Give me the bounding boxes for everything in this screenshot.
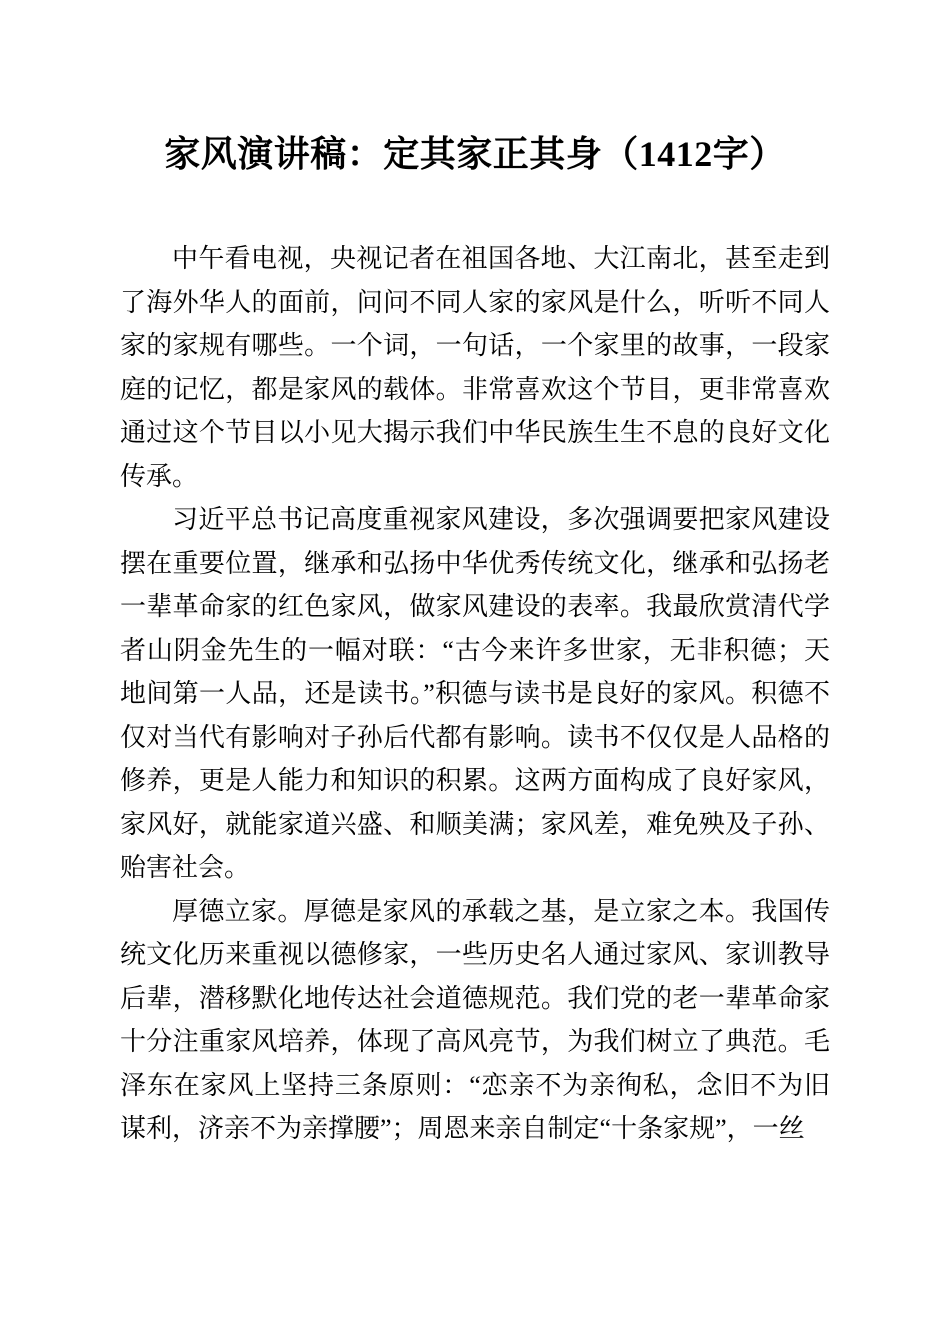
document-title: 家风演讲稿：定其家正其身（1412字） [164, 134, 786, 174]
document-body [120, 237, 830, 1151]
paragraph: 习近平总书记高度重视家风建设，多次强调要把家风建设摆在重要位置，继承和弘扬中华优秀传统文化，继承和弘扬老一辈革命家的红色家风，做家风建设的表率。我最欣赏清代学者山阴金先生的一幅对联：“古今来许多世家，无非积德；天地间第一人品，还是读书。”积德与读书是良好的家风。积德不仅对当代有影响对子孙后代都有影响。读书不仅仅是人品格的修养，更是人能力和知识的积累。这两方面构成了良好家风，家风好，就能家道兴盛、和顺美满；家风差，难免殃及子孙、贻害社会。 [120, 505, 830, 882]
paragraph: 厚德立家。厚德是家风的承载之基，是立家之本。我国传统文化历来重视以德修家，一些历史名人通过家风、家训教导后辈，潜移默化地传达社会道德规范。我们党的老一辈革命家十分注重家风培养，体现了高风亮节，为我们树立了典范。毛泽东在家风上坚持三条原则：“恋亲不为亲徇私，念旧不为旧谋利，济亲不为亲撑腰”；周恩来亲自制定“十条家规”，一丝 [120, 896, 830, 1143]
paragraph: 中午看电视，央视记者在祖国各地、大江南北，甚至走到了海外华人的面前，问问不同人家的家风是什么，听听不同人家的家规有哪些。一个词，一句话，一个家里的故事，一段家庭的记忆，都是家风的载体。非常喜欢这个节目，更非常喜欢通过这个节目以小见大揭示我们中华民族生生不息的良好文化传承。 [120, 244, 830, 491]
